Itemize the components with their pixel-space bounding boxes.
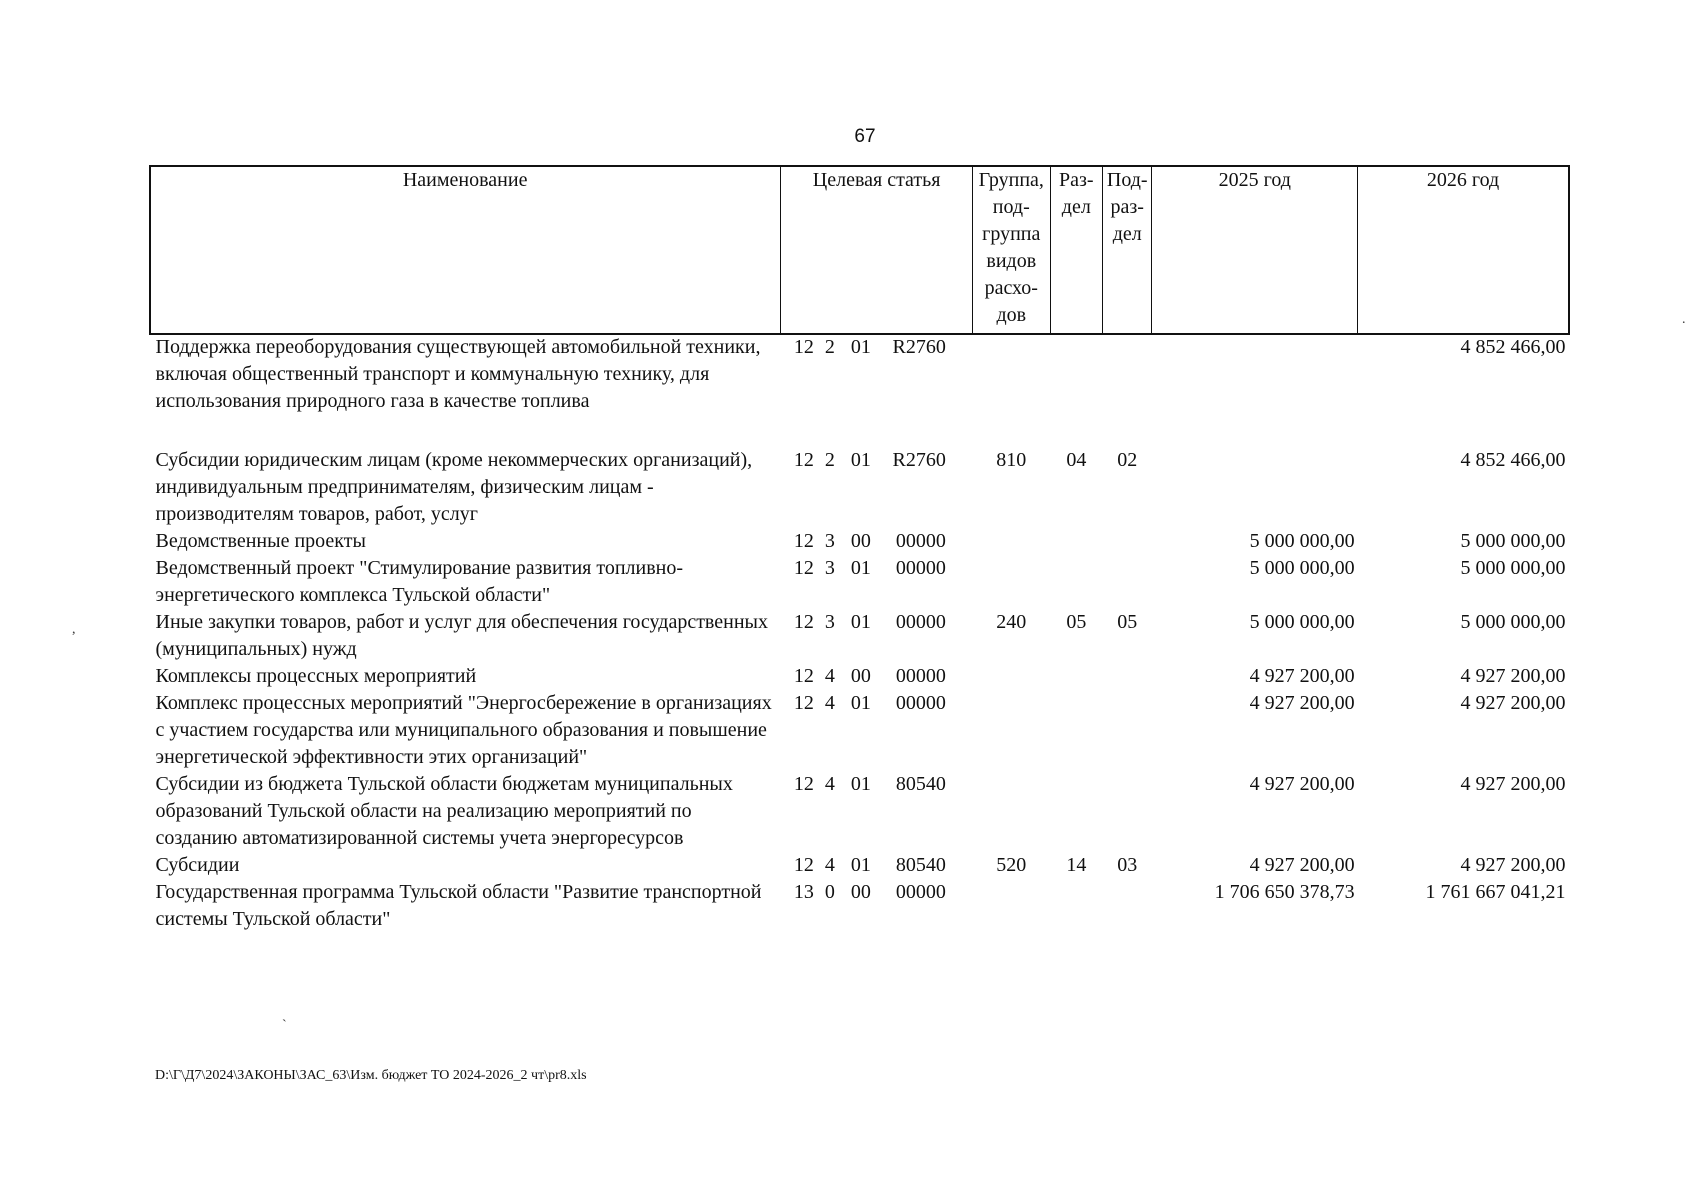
target-article-part: R2760 xyxy=(892,449,946,471)
target-article-part: 3 xyxy=(824,611,835,633)
target-article-part: 12 xyxy=(793,692,814,714)
row-target-article xyxy=(781,852,973,879)
row-2025: 4 927 200,00 xyxy=(1249,773,1355,795)
row-target-article xyxy=(781,334,973,448)
row-section xyxy=(1050,334,1102,448)
row-expense-group xyxy=(972,771,1050,852)
table-row xyxy=(150,879,1569,933)
scan-speck: . xyxy=(1682,312,1686,327)
row-2025: 4 927 200,00 xyxy=(1249,665,1355,687)
row-target-article xyxy=(781,879,973,933)
target-article-part: 12 xyxy=(793,611,814,633)
row-subsection xyxy=(1103,879,1152,933)
target-article-part: 00000 xyxy=(895,611,946,633)
row-expense-group: 810 xyxy=(996,449,1027,471)
header-2026: 2026 год xyxy=(1358,166,1569,334)
row-target-article xyxy=(781,528,973,555)
row-name: Государственная программа Тульской области "Развитие транспортной системы Тульской области" xyxy=(155,881,762,930)
row-2025: 5 000 000,00 xyxy=(1249,611,1355,633)
row-2026: 4 927 200,00 xyxy=(1460,773,1566,795)
target-article-part: R2760 xyxy=(892,336,946,358)
row-2026: 4 927 200,00 xyxy=(1460,665,1566,687)
table-row xyxy=(150,447,1569,528)
scan-speck: ` xyxy=(282,1018,287,1033)
row-expense-group: 240 xyxy=(996,611,1027,633)
row-2026: 4 927 200,00 xyxy=(1460,692,1566,714)
row-2026: 5 000 000,00 xyxy=(1460,611,1566,633)
row-target-article xyxy=(781,663,973,690)
row-2025: 5 000 000,00 xyxy=(1249,557,1355,579)
row-name: Ведомственный проект "Стимулирование развития топливно-энергетического комплекса Тульской области" xyxy=(155,557,684,606)
target-article-part: 01 xyxy=(850,854,871,876)
target-article-part: 01 xyxy=(850,336,871,358)
footer-file-path: D:\Г\Д7\2024\ЗАКОНЫ\ЗАС_63\Изм. бюджет ТО 2024-2026_2 чт\pr8.xls xyxy=(155,1068,587,1083)
row-2026: 4 927 200,00 xyxy=(1460,854,1566,876)
row-subsection: 02 xyxy=(1117,449,1138,471)
target-article-part: 12 xyxy=(793,530,814,552)
header-subsection: Под-раз-дел xyxy=(1103,166,1152,334)
row-section xyxy=(1050,528,1102,555)
header-section: Раз-дел xyxy=(1050,166,1102,334)
table-row xyxy=(150,690,1569,771)
target-article-part: 80540 xyxy=(895,854,946,876)
row-name: Иные закупки товаров, работ и услуг для обеспечения государственных (муниципальных) нужд xyxy=(155,611,768,660)
row-section: 04 xyxy=(1066,449,1087,471)
table-row xyxy=(150,852,1569,879)
target-article-part: 13 xyxy=(793,881,814,903)
budget-table xyxy=(149,165,1569,933)
row-2026: 4 852 466,00 xyxy=(1460,449,1566,471)
row-section xyxy=(1050,555,1102,609)
target-article-part: 01 xyxy=(850,692,871,714)
table-row xyxy=(150,528,1569,555)
row-2025 xyxy=(1152,334,1358,448)
header-2025: 2025 год xyxy=(1152,166,1358,334)
row-2025: 5 000 000,00 xyxy=(1249,530,1355,552)
row-target-article xyxy=(781,609,973,663)
row-expense-group xyxy=(972,528,1050,555)
row-subsection: 05 xyxy=(1117,611,1138,633)
row-subsection xyxy=(1103,334,1152,448)
target-article-part: 80540 xyxy=(895,773,946,795)
row-2026: 4 852 466,00 xyxy=(1460,336,1566,358)
target-article-part: 3 xyxy=(824,530,835,552)
row-expense-group xyxy=(972,334,1050,448)
target-article-part: 00 xyxy=(850,881,871,903)
row-name: Комплекс процессных мероприятий "Энергосбережение в организациях с участием государства или муниципального образования и повышение энергетической эффективности этих организаций" xyxy=(155,692,772,768)
header-expense-group: Группа, под-группа видов расхо-дов xyxy=(972,166,1050,334)
row-2025: 4 927 200,00 xyxy=(1249,692,1355,714)
target-article-part: 4 xyxy=(824,665,835,687)
row-2025: 1 706 650 378,73 xyxy=(1214,881,1355,903)
target-article-part: 00000 xyxy=(895,557,946,579)
row-expense-group xyxy=(972,690,1050,771)
row-subsection xyxy=(1103,690,1152,771)
table-row xyxy=(150,334,1569,448)
target-article-part: 12 xyxy=(793,449,814,471)
target-article-part: 12 xyxy=(793,665,814,687)
target-article-part: 12 xyxy=(793,854,814,876)
target-article-part: 00000 xyxy=(895,530,946,552)
target-article-part: 0 xyxy=(824,881,835,903)
row-name: Субсидии xyxy=(155,854,240,876)
row-expense-group xyxy=(972,663,1050,690)
page-number: 67 xyxy=(854,126,876,147)
target-article-part: 2 xyxy=(824,336,835,358)
row-name: Комплексы процессных мероприятий xyxy=(155,665,477,687)
row-expense-group xyxy=(972,555,1050,609)
table-row xyxy=(150,771,1569,852)
row-subsection xyxy=(1103,663,1152,690)
target-article-part: 00 xyxy=(850,665,871,687)
target-article-part: 00 xyxy=(850,530,871,552)
target-article-part: 00000 xyxy=(895,692,946,714)
row-name: Поддержка переоборудования существующей автомобильной техники, включая общественный транспорт и коммунальную технику, для использования природного газа в качестве топлива xyxy=(155,336,761,412)
row-2026: 1 761 667 041,21 xyxy=(1425,881,1566,903)
target-article-part: 2 xyxy=(824,449,835,471)
target-article-part: 00000 xyxy=(895,881,946,903)
row-name: Субсидии из бюджета Тульской области бюджетам муниципальных образований Тульской области на реализацию мероприятий по созданию автоматизированной системы учета энергоресурсов xyxy=(155,773,733,849)
row-section xyxy=(1050,663,1102,690)
row-target-article xyxy=(781,555,973,609)
row-subsection: 03 xyxy=(1117,854,1138,876)
table-row xyxy=(150,555,1569,609)
target-article-part: 4 xyxy=(824,773,835,795)
target-article-part: 12 xyxy=(793,773,814,795)
table-row xyxy=(150,663,1569,690)
table-row xyxy=(150,609,1569,663)
target-article-part: 01 xyxy=(850,557,871,579)
table-body xyxy=(150,334,1569,934)
target-article-part: 01 xyxy=(850,611,871,633)
target-article-part: 00000 xyxy=(895,665,946,687)
target-article-part: 12 xyxy=(793,336,814,358)
row-section xyxy=(1050,771,1102,852)
row-2025 xyxy=(1152,447,1358,528)
row-2026: 5 000 000,00 xyxy=(1460,530,1566,552)
row-target-article xyxy=(781,447,973,528)
row-section xyxy=(1050,690,1102,771)
row-target-article xyxy=(781,690,973,771)
target-article-part: 01 xyxy=(850,449,871,471)
row-name: Ведомственные проекты xyxy=(155,530,366,552)
row-2026: 5 000 000,00 xyxy=(1460,557,1566,579)
row-subsection xyxy=(1103,771,1152,852)
row-section: 05 xyxy=(1066,611,1087,633)
row-section: 14 xyxy=(1066,854,1087,876)
scan-speck: , xyxy=(72,622,76,637)
row-name: Субсидии юридическим лицам (кроме некоммерческих организаций), индивидуальным предпринимателям, физическим лицам - производителям товаров, работ, услуг xyxy=(155,449,753,525)
row-subsection xyxy=(1103,528,1152,555)
table-header xyxy=(150,166,1569,334)
target-article-part: 4 xyxy=(824,692,835,714)
target-article-part: 12 xyxy=(793,557,814,579)
header-target-article: Целевая статья xyxy=(781,166,973,334)
row-section xyxy=(1050,879,1102,933)
row-subsection xyxy=(1103,555,1152,609)
target-article-part: 3 xyxy=(824,557,835,579)
row-target-article xyxy=(781,771,973,852)
target-article-part: 4 xyxy=(824,854,835,876)
header-name: Наименование xyxy=(150,166,781,334)
row-expense-group: 520 xyxy=(996,854,1027,876)
target-article-part: 01 xyxy=(850,773,871,795)
row-expense-group xyxy=(972,879,1050,933)
row-2025: 4 927 200,00 xyxy=(1249,854,1355,876)
